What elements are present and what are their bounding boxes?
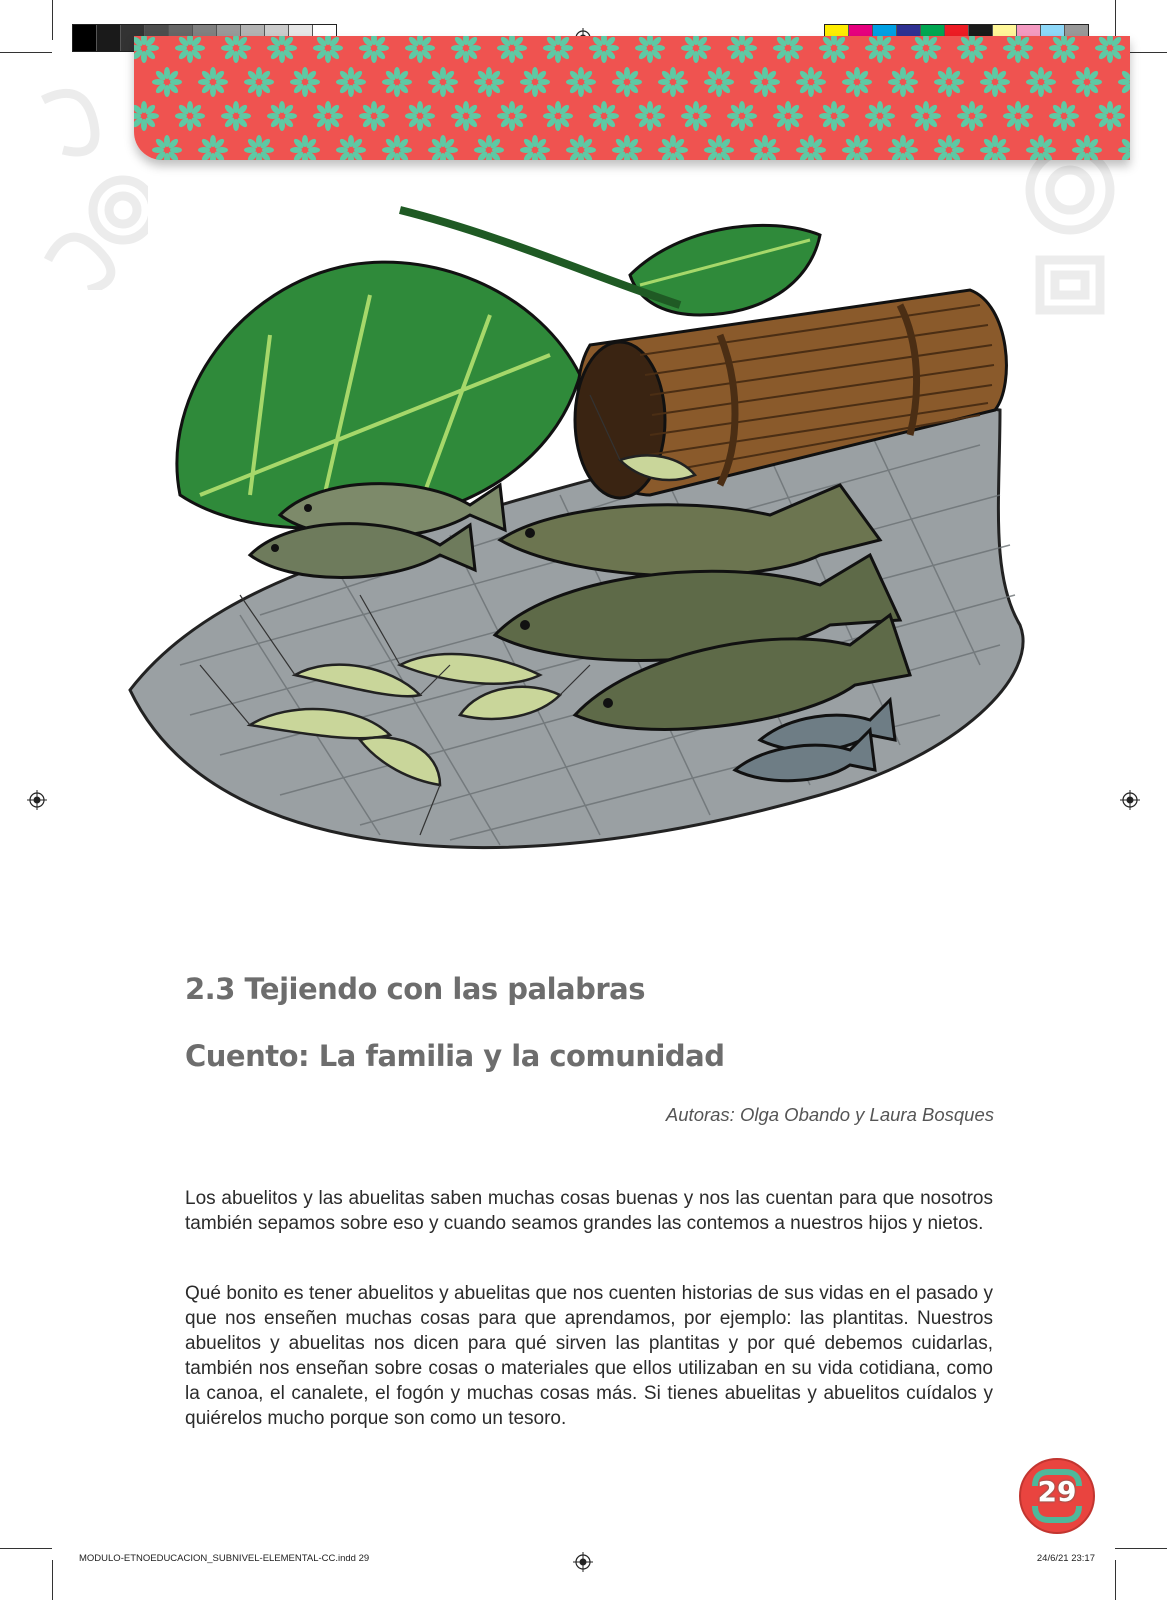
decorative-banner (134, 36, 1130, 160)
flower-motif-icon (612, 67, 642, 97)
flower-motif-icon (313, 101, 343, 131)
flower-motif-icon (842, 67, 872, 97)
flower-motif-icon (635, 101, 665, 131)
flower-motif-icon (1072, 67, 1102, 97)
flower-motif-icon (865, 101, 895, 131)
flower-motif-icon (704, 67, 734, 97)
section-title: 2.3 Tejiendo con las palabras (185, 972, 645, 1006)
registration-mark-icon (27, 790, 47, 810)
flower-motif-icon (819, 101, 849, 131)
flower-motif-icon (888, 67, 918, 97)
crop-mark (0, 52, 52, 53)
flower-motif-icon (1049, 101, 1079, 131)
flower-motif-icon (474, 67, 504, 97)
flower-motif-icon (543, 101, 573, 131)
crop-mark (52, 1560, 53, 1600)
story-authors: Autoras: Olga Obando y Laura Bosques (665, 1104, 994, 1125)
flower-motif-icon (359, 101, 389, 131)
flower-motif-icon (428, 67, 458, 97)
flower-motif-icon (658, 67, 688, 97)
crop-mark (52, 0, 53, 40)
story-title: Cuento: La familia y la comunidad (185, 1039, 725, 1073)
flower-motif-icon (911, 101, 941, 131)
flower-motif-icon (290, 67, 320, 97)
flower-motif-icon (566, 67, 596, 97)
flower-motif-icon (244, 67, 274, 97)
story-paragraph-1: Los abuelitos y las abuelitas saben muchas cosas buenas y nos las cuentan para que nosotros también sepamos sobre eso y cuando seamos grandes las contemos a nuestros hijos y nietos. (185, 1188, 993, 1234)
flower-motif-icon (497, 101, 527, 131)
flower-motif-icon (1026, 67, 1056, 97)
flower-pattern-icon (134, 36, 1130, 160)
flower-motif-icon (957, 101, 987, 131)
flower-motif-icon (152, 67, 182, 97)
flower-motif-icon (198, 67, 228, 97)
footer-date-time: 24/6/21 23:17 (1036, 1553, 1095, 1564)
story-paragraph-2: Qué bonito es tener abuelitos y abuelitas que nos cuenten historias de sus vidas en el pasado y que nos enseñen muchas cosas para que aprendamos, por ejemplo: las plantitas. Nuestros abuelitos y abuelitas nos dicen para qué sirven las plantitas y por qué debemos cuidarlas, también nos enseñan sobre cosas o materiales que ellos utilizaban en su vida cotidiana, como la canoa, el canalete, el fogón y muchas cosas más. Si tienes abuelitas y abuelitos cuídalos y quiérelos mucho porque son como un tesoro. (185, 1283, 993, 1429)
flower-motif-icon (267, 101, 297, 131)
calibration-swatch (97, 25, 121, 51)
footer-file-name: MODULO-ETNOEDUCACION_SUBNIVEL-ELEMENTAL-CC.indd 29 (79, 1553, 370, 1564)
calibration-swatch (73, 25, 97, 51)
flower-motif-icon (773, 101, 803, 131)
flower-motif-icon (727, 101, 757, 131)
crop-mark (1115, 0, 1116, 40)
flower-motif-icon (1095, 101, 1125, 131)
flower-motif-icon (980, 67, 1010, 97)
flower-motif-icon (405, 101, 435, 131)
flower-motif-icon (750, 67, 780, 97)
flower-motif-icon (175, 101, 205, 131)
page-number: 29 (1037, 1475, 1077, 1508)
flower-motif-icon (589, 101, 619, 131)
crop-mark (0, 1548, 52, 1549)
flower-motif-icon (336, 67, 366, 97)
registration-mark-icon (1120, 790, 1140, 810)
flower-motif-icon (796, 67, 826, 97)
flower-motif-icon (221, 101, 251, 131)
flower-motif-icon (520, 67, 550, 97)
flower-motif-icon (1003, 101, 1033, 131)
crop-mark (1115, 1548, 1167, 1549)
flower-motif-icon (382, 67, 412, 97)
flower-motif-icon (681, 101, 711, 131)
crop-mark (1115, 1560, 1116, 1600)
flower-motif-icon (934, 67, 964, 97)
fishing-illustration (120, 195, 1040, 875)
registration-mark-icon (573, 1552, 593, 1572)
flower-motif-icon (451, 101, 481, 131)
